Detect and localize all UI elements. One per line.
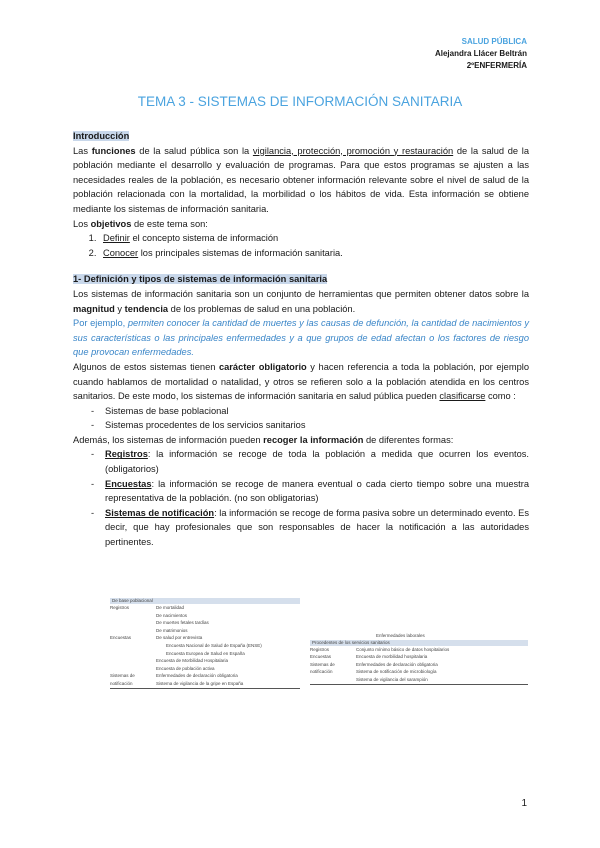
table-row: Registros De mortalidad	[110, 605, 185, 610]
table-row: Encuesta de población activa	[156, 665, 215, 671]
page-title: TEMA 3 - SISTEMAS DE INFORMACIÓN SANITARIA	[137, 94, 463, 109]
intro-heading: Introducción	[73, 131, 130, 141]
subject-label: SALUD PÚBLICA	[461, 37, 527, 46]
section1-paragraph-1: Los sistemas de información sanitaria son un conjunto de herramientas que permiten obtener datos sobre la magnitud y tendencia de los problemas de salud en una población.	[73, 288, 529, 314]
table-row: Sistemas de notificación Enfermedades de declaración obligatoria	[110, 673, 238, 686]
table-row: Encuesta Nacional de Salud de España (ENSE)	[166, 642, 262, 648]
table-note: Enfermedades laborales	[376, 633, 425, 638]
list-item: - Registros: la información se recoge de toda la población a medida que ocurren los eventos. (obligatorios)	[91, 449, 529, 475]
objectives-intro: Los objetivos de este tema son:	[73, 218, 208, 229]
list-item: - Sistemas de notificación: la información se recoge de forma pasiva sobre un determinado evento. Es decir, que hay profesionales que son responsables de hacer la notificación a las autoridades pertinentes.	[91, 507, 530, 548]
table-row: Sistema de notificación de microbiología	[356, 669, 437, 675]
intro-paragraph: Las funciones de la salud pública son la vigilancia, protección, promoción y restauración de la salud de la población mediante el desarrollo y evaluación de programas. Para que estos programas se ajusten a las necesidades reales de la población, es necesario obtener información relevante sobre el nivel de salud de la población relacionada con la mortalidad, la morbilidad o los hábitos de vida. Esta información se obtiene mediante los sistemas de información sanitaria.	[73, 145, 530, 214]
table-row: Registros Conjunto mínimo básico de datos hospitalarios	[310, 646, 450, 652]
classification-tables	[110, 598, 528, 718]
objectives-list	[73, 231, 529, 260]
table-row: Encuesta de Morbilidad Hospitalaria	[156, 658, 229, 664]
document-body	[73, 129, 529, 550]
author-name: Alejandra Llácer Beltrán	[434, 49, 527, 58]
list-item: - Sistemas de base poblacional	[91, 405, 229, 416]
table-row: De nacimientos	[156, 612, 188, 618]
table-row: Encuesta Europea de Salud en España	[166, 650, 245, 656]
table-header: Procedentes de los servicios sanitarios	[310, 640, 528, 646]
list-item: - Encuestas: la información se recoge de manera eventual o cada cierto tiempo sobre una muestra representativa de la población. (no son obligatorias)	[91, 478, 529, 504]
list-item: - Sistemas procedentes de los servicios sanitarios	[91, 420, 306, 431]
table-row: De matrimonios	[156, 627, 188, 633]
section1-heading: 1- Definición y tipos de sistemas de información sanitaria	[73, 274, 328, 285]
table-row: Encuestas Encuesta de morbilidad hospitalaria	[310, 654, 428, 660]
example-paragraph: Por ejemplo, permiten conocer la cantidad de muertes y las causas de defunción, la cantidad de nacimientos y sus características o las principales enfermedades y a que grupos de edad afectan o los factores de riesgo que provocan enfermedades.	[73, 318, 529, 358]
page-number: 1	[521, 798, 527, 809]
list-item: 2. Conocer los principales sistemas de información sanitaria.	[99, 246, 529, 261]
list-item: 1. Definir el concepto sistema de información	[99, 231, 529, 246]
table-row: Encuestas De salud por entrevista	[110, 635, 203, 641]
table-servicios-sanitarios	[310, 632, 528, 685]
table-row: Sistema de vigilancia del sarampión	[356, 676, 428, 682]
table-row: Sistemas de notificación Enfermedades de declaración obligatoria	[310, 661, 438, 675]
table-header: De base poblacional	[110, 598, 300, 604]
section1-paragraph-4: Además, los sistemas de información pueden recoger la información de diferentes formas:	[73, 434, 454, 445]
table-row: De muertes fetales tardías	[156, 620, 209, 626]
table-base-poblacional	[110, 598, 300, 689]
table-row: Sistema de vigilancia de la gripe en España	[156, 680, 244, 686]
section1-paragraph-3: Algunos de estos sistemas tienen carácter obligatorio y hacen referencia a toda la población, por ejemplo cuando hablamos de mortalidad o natalidad, y otros se refieren solo a la población atendida en los centros sanitarios. De este modo, los sistemas de información sanitaria en salud pública pueden clasificarse como :	[73, 361, 529, 402]
course-label: 2ºENFERMERÍA	[466, 61, 527, 70]
document-header	[435, 36, 527, 72]
